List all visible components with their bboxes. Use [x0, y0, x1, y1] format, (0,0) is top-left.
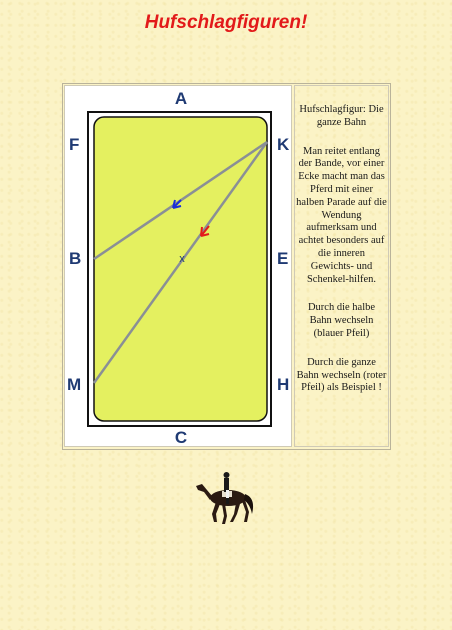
letter-e: E	[277, 249, 289, 268]
figure-name: Hufschlagfigur: Die ganze Bahn	[299, 104, 384, 128]
center-mark: x	[179, 253, 185, 265]
letter-m: M	[67, 375, 82, 394]
letter-c: C	[174, 428, 188, 447]
horse-rider-illustration	[190, 470, 262, 533]
arena-surface	[94, 117, 267, 421]
letter-a: A	[174, 89, 188, 108]
letter-k: K	[277, 135, 290, 154]
arena-diagram-cell	[64, 85, 292, 447]
letter-h: H	[277, 375, 290, 394]
arena-diagram	[65, 86, 293, 448]
horse-rider-icon	[190, 470, 262, 528]
letter-f: F	[69, 135, 80, 154]
red-arrow-caption: Durch die ganze Bahn wechseln (roter Pfeil) als Beispiel !	[296, 356, 387, 394]
description-cell	[294, 85, 389, 447]
blue-arrow-caption: Durch die halbe Bahn wechseln (blauer Pfeil)	[307, 302, 376, 339]
letter-b: B	[69, 249, 82, 268]
page-title: Hufschlagfiguren!	[144, 12, 308, 33]
explanation-text: Man reitet entlang der Bande, vor einer Ecke macht man das Pferd mit einer halben Parade auf die Wendung aufmerksam und achtet besonders auf die inneren Gewichts- und Schenkel-hilfen.	[296, 145, 387, 285]
